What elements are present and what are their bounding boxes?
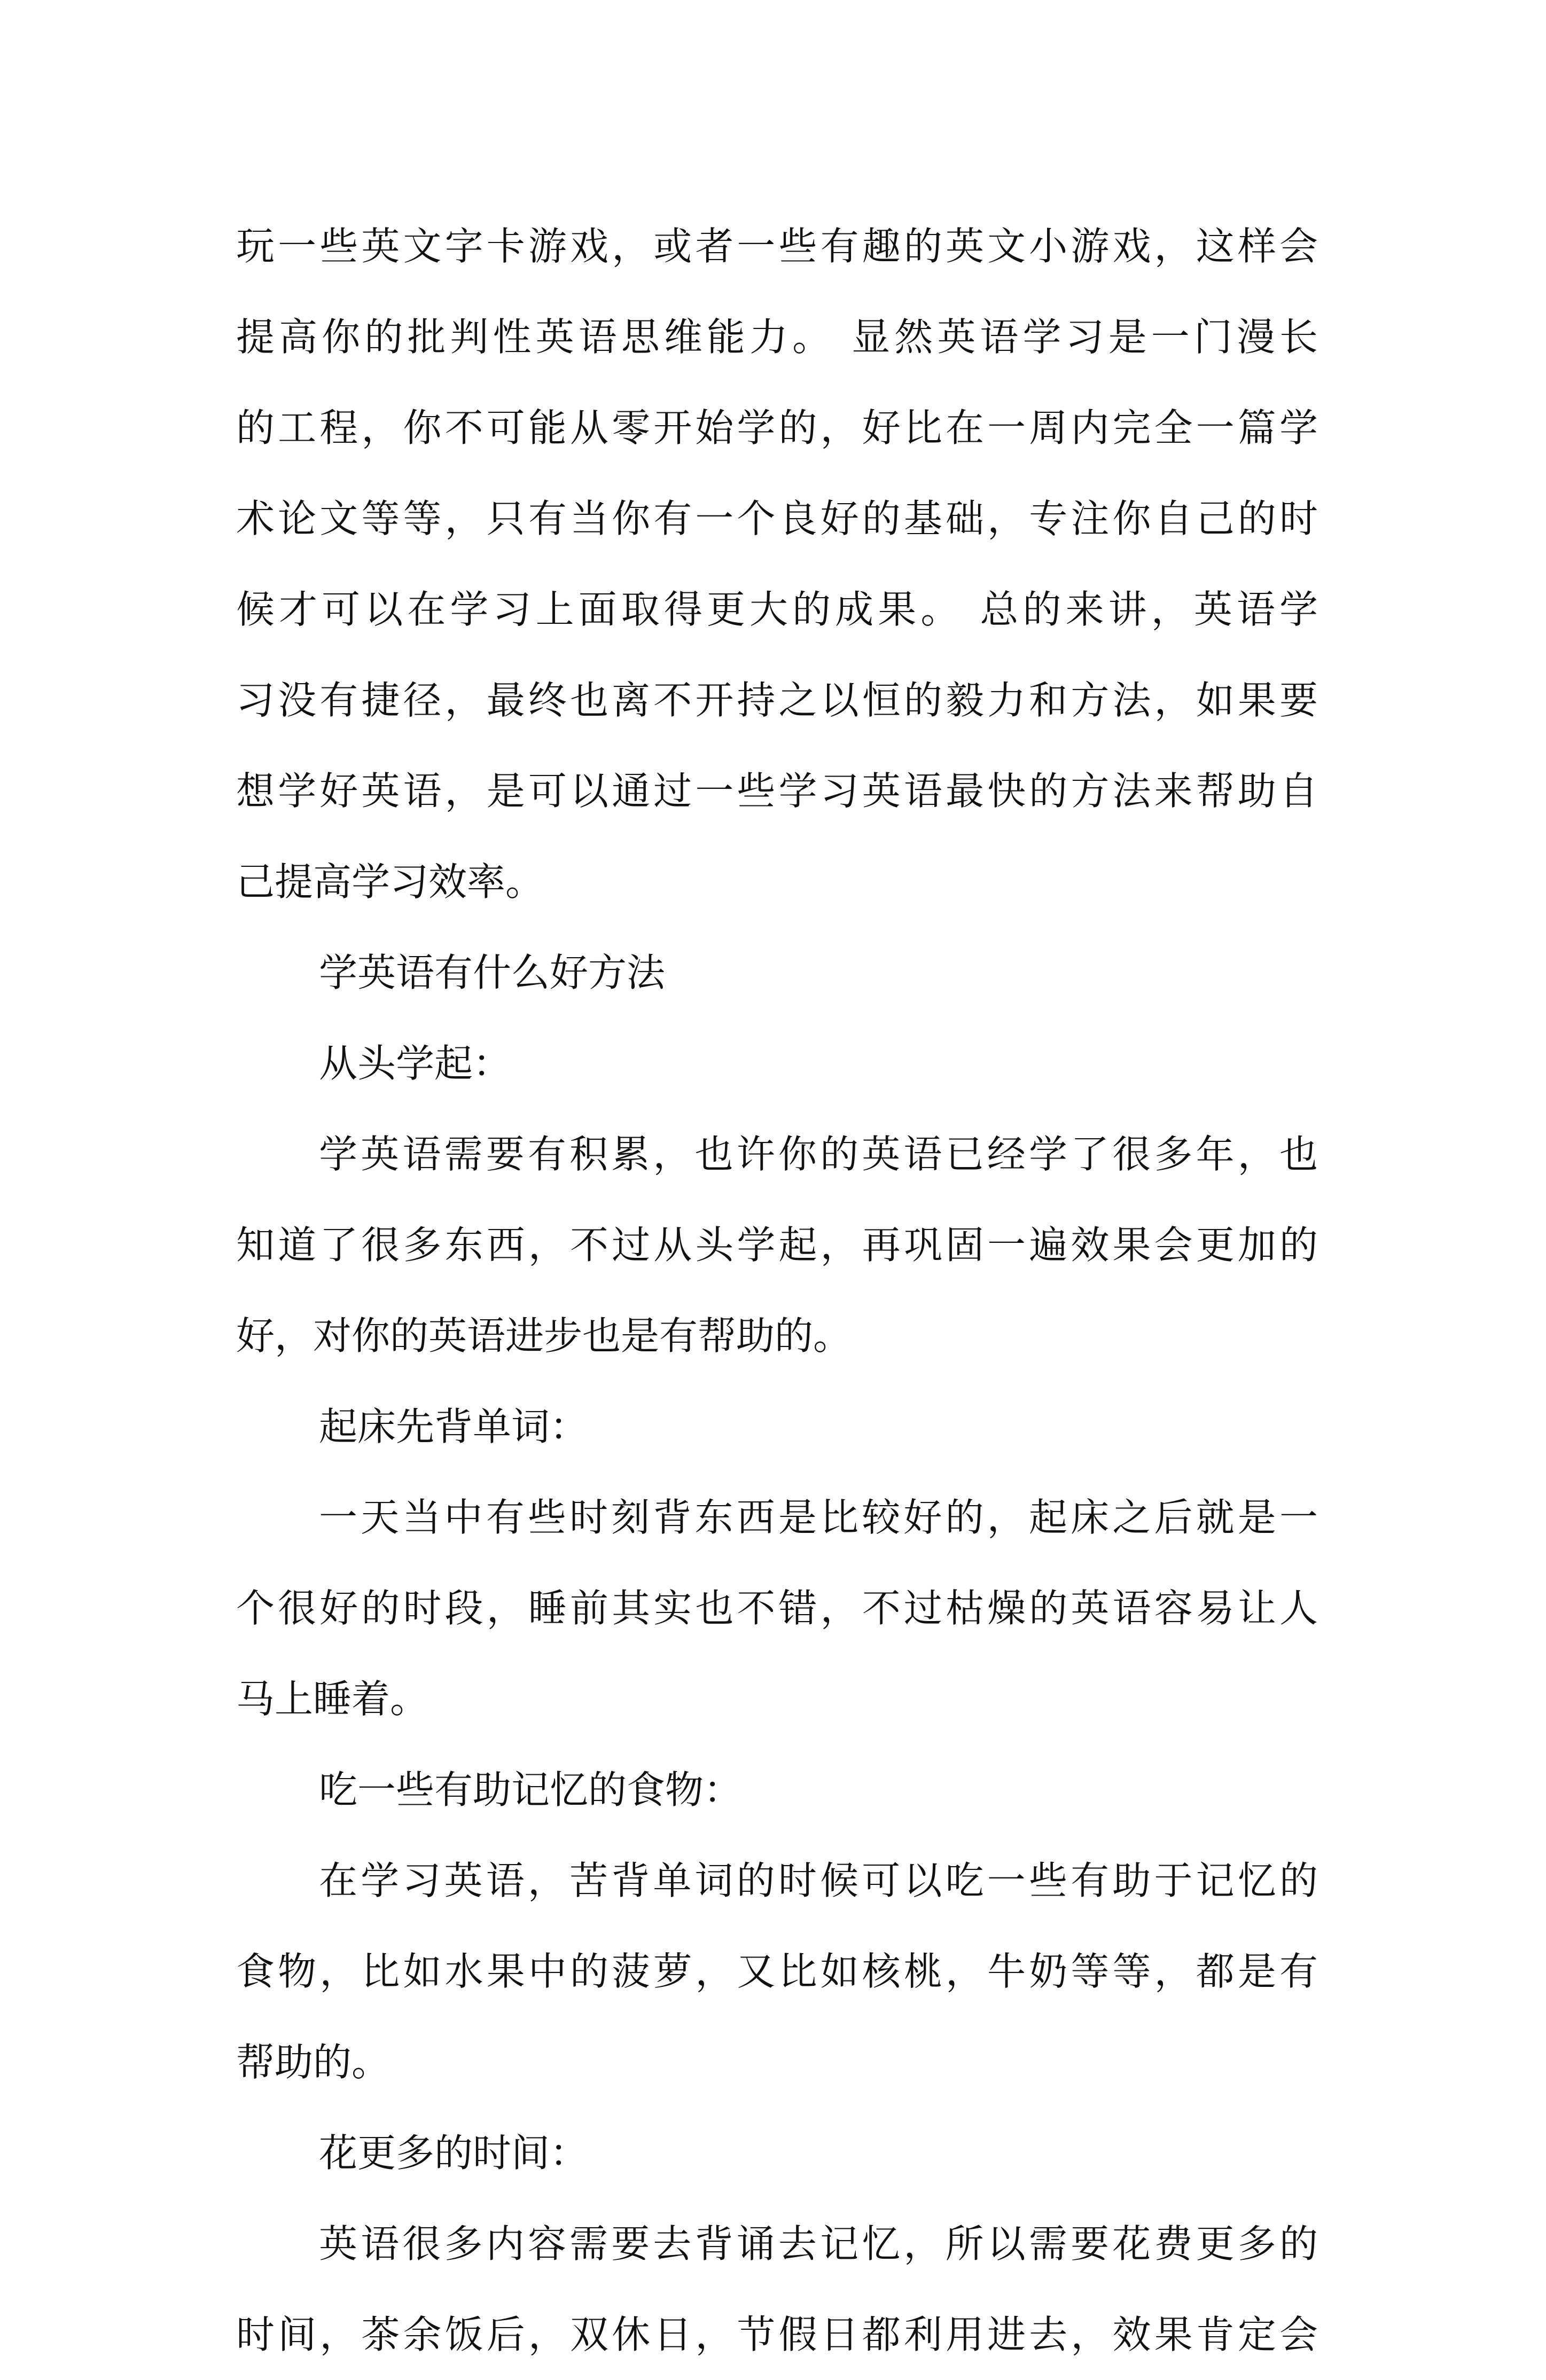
subheading: 花更多的时间： [319, 2131, 589, 2175]
paragraph-line: 的工程，你不可能从零开始学的，好比在一周内完全一篇学 [236, 405, 1318, 450]
paragraph-line: 一天当中有些时刻背东西是比较好的，起床之后就是一 [319, 1495, 1318, 1540]
paragraph-line: 提高你的批判性英语思维能力。 显然英语学习是一门漫长 [236, 315, 1318, 359]
paragraph-line: 好，对你的英语进步也是有帮助的。 [236, 1313, 852, 1358]
subheading: 从头学起： [319, 1041, 512, 1086]
document-body [236, 201, 1318, 2380]
paragraph-line: 英语很多内容需要去背诵去记忆，所以需要花费更多的 [319, 2221, 1318, 2266]
paragraph-line: 术论文等等，只有当你有一个良好的基础，专注你自己的时 [236, 496, 1318, 541]
paragraph-line: 候才可以在学习上面取得更大的成果。 总的来讲，英语学 [236, 587, 1318, 632]
paragraph-line: 时间，茶余饭后，双休日，节假日都利用进去，效果肯定会 [236, 2312, 1318, 2357]
paragraph-line: 想学好英语，是可以通过一些学习英语最快的方法来帮助自 [236, 769, 1318, 813]
subheading: 吃一些有助记忆的食物： [319, 1767, 743, 1812]
section-heading: 学英语有什么好方法 [319, 950, 666, 995]
paragraph-line: 知道了很多东西，不过从头学起，再巩固一遍效果会更加的 [236, 1223, 1318, 1267]
paragraph-line: 个很好的时段，睡前其实也不错，不过枯燥的英语容易让人 [236, 1586, 1318, 1631]
paragraph-line: 帮助的。 [236, 2040, 391, 2085]
paragraph-line: 马上睡着。 [236, 1677, 429, 1721]
paragraph-line: 食物，比如水果中的菠萝，又比如核桃，牛奶等等，都是有 [236, 1949, 1318, 1994]
paragraph-line: 在学习英语，苦背单词的时候可以吃一些有助于记忆的 [319, 1858, 1318, 1903]
subheading: 起床先背单词： [319, 1404, 589, 1449]
paragraph-line: 玩一些英文字卡游戏，或者一些有趣的英文小游戏，这样会 [236, 224, 1318, 269]
paragraph-line: 习没有捷径，最终也离不开持之以恒的毅力和方法，如果要 [236, 678, 1318, 723]
paragraph-line: 学英语需要有积累，也许你的英语已经学了很多年，也 [319, 1132, 1318, 1177]
paragraph-line: 己提高学习效率。 [236, 859, 544, 904]
